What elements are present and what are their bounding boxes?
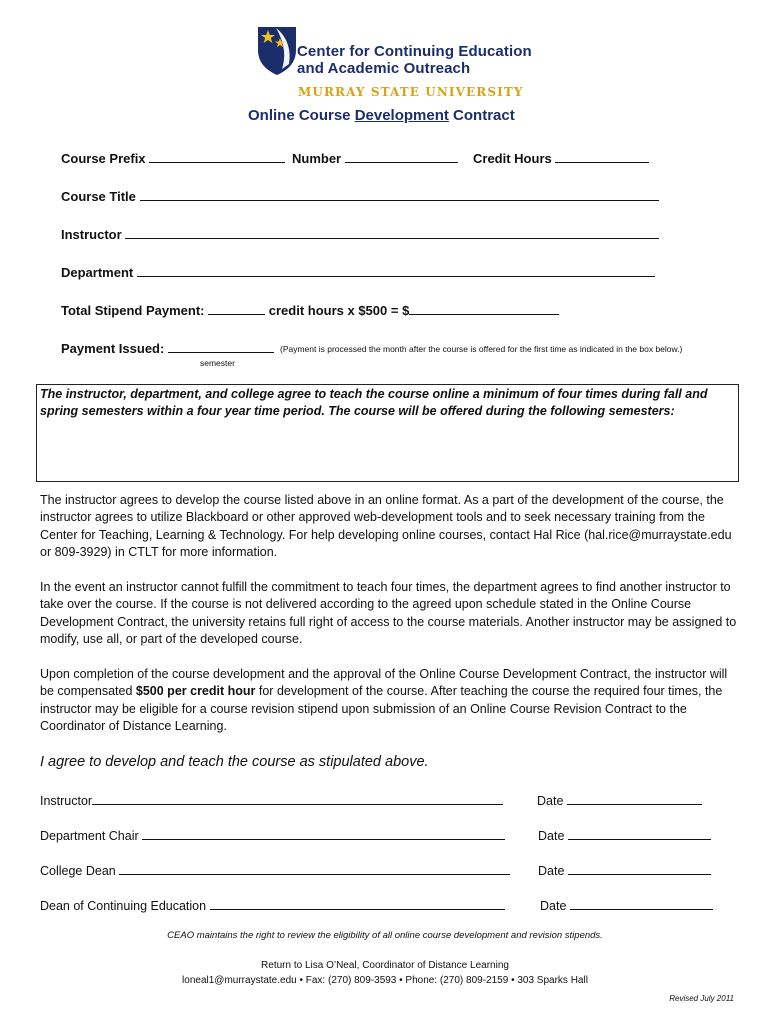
instructor-date-field[interactable] [537, 792, 702, 808]
dean-ce-line[interactable] [210, 897, 505, 910]
payment-issued-line[interactable] [168, 340, 274, 353]
title-part1: Online Course [248, 107, 355, 124]
instructor-label: Instructor [61, 227, 122, 242]
payment-issued-label: Payment Issued: [61, 341, 165, 356]
department-chair-date-label: Date [538, 829, 565, 843]
dean-ce-date-field[interactable] [540, 897, 713, 913]
college-dean-signature-field[interactable] [40, 862, 510, 878]
org-name-line2: and Academic Outreach [297, 60, 471, 77]
course-prefix-line[interactable] [149, 150, 285, 163]
instructor-signature-field[interactable] [40, 792, 503, 808]
college-dean-date-field[interactable] [538, 862, 711, 878]
compensation-amount: $500 per credit hour [135, 684, 256, 699]
course-title-line[interactable] [140, 188, 659, 201]
revised-date: Revised July 2011 [669, 994, 734, 1003]
title-part2: Development [354, 107, 449, 124]
dean-ce-date-label: Date [540, 899, 567, 913]
college-dean-date-line[interactable] [568, 862, 711, 875]
university-name: MURRAY STATE UNIVERSITY [298, 85, 524, 99]
return-to: Return to Lisa O’Neal, Coordinator of Distance Learning [261, 960, 509, 971]
agreement-statement: I agree to develop and teach the course as stipulated above. [40, 754, 429, 770]
ceao-logo-shield-icon [256, 24, 298, 81]
number-label: Number [292, 151, 342, 166]
dean-ce-date-line[interactable] [570, 897, 713, 910]
dean-ce-label: Dean of Continuing Education [40, 899, 207, 913]
instructor-field[interactable] [61, 226, 659, 242]
compensation-text-before: Upon completion of the course development and the approval of the Online Course Development Contract, the instructor will be compensated [40, 667, 728, 699]
department-chair-date-field[interactable] [538, 827, 711, 843]
title-part3: Contract [448, 107, 515, 124]
instructor-line[interactable] [125, 226, 659, 239]
course-title-field[interactable] [61, 188, 659, 204]
org-name-line1: Center for Continuing Education [297, 43, 532, 60]
dean-ce-signature-field[interactable] [40, 897, 505, 913]
semesters-box-text: The instructor, department, and college agree to teach the course online a minimum of four times during fall and spring semesters within a four year time period. The course will be offered during the following semesters: [40, 387, 708, 418]
compensation-text-after: for development of the course. After teaching the course the required four times, the instructor may be eligible for a course revision stipend upon submission of an Online Course Revision Contract to the Coordinator of Distance Learning. [40, 684, 723, 734]
department-label: Department [61, 265, 134, 280]
college-dean-label: College Dean [40, 864, 116, 878]
instructor-date-label: Date [537, 794, 564, 808]
course-prefix-field[interactable] [61, 150, 285, 166]
payment-note: (Payment is processed the month after the course is offered for the first time as indicated in the box below.) [280, 344, 683, 354]
department-chair-date-line[interactable] [568, 827, 711, 840]
department-chair-label: Department Chair [40, 829, 139, 843]
paragraph-commitment: In the event an instructor cannot fulfill the commitment to teach four times, the department agrees to find another instructor to take over the course. If the course is not delivered according to the agreed upon schedule stated in the Online Course Development Contract, the university retains full right of access to the course materials. Another instructor may be assigned to modify, use all, or part of the developed course. [40, 580, 737, 647]
paragraph-compensation [40, 666, 740, 736]
contact-info: loneal1@murraystate.edu • Fax: (270) 809-3593 • Phone: (270) 809-2159 • 303 Sparks Hall [182, 975, 588, 986]
credit-hours-rate-label: credit hours x $500 = $ [268, 303, 410, 318]
department-field[interactable] [61, 264, 655, 280]
instructor-signature-label: Instructor [40, 794, 93, 808]
credit-hours-field[interactable] [473, 150, 649, 166]
instructor-signature-line[interactable] [92, 792, 503, 805]
eligibility-note: CEAO maintains the right to review the eligibility of all online course development and revision stipends. [167, 930, 603, 941]
payment-issued-field[interactable] [61, 340, 274, 356]
college-dean-line[interactable] [119, 862, 510, 875]
department-chair-line[interactable] [142, 827, 505, 840]
total-stipend-label: Total Stipend Payment: [61, 303, 205, 318]
course-prefix-label: Course Prefix [61, 151, 146, 166]
page-title [248, 107, 515, 124]
credit-hours-line[interactable] [555, 150, 649, 163]
department-chair-signature-field[interactable] [40, 827, 505, 843]
instructor-date-line[interactable] [567, 792, 702, 805]
number-line[interactable] [345, 150, 458, 163]
semester-caption: semester [200, 358, 235, 368]
course-title-label: Course Title [61, 189, 136, 204]
department-line[interactable] [137, 264, 655, 277]
stipend-credit-hours-line[interactable] [208, 302, 265, 315]
credit-hours-label: Credit Hours [473, 151, 552, 166]
number-field[interactable] [292, 150, 458, 166]
stipend-row [61, 302, 559, 318]
college-dean-date-label: Date [538, 864, 565, 878]
stipend-amount-line[interactable] [409, 302, 559, 315]
paragraph-development: The instructor agrees to develop the course listed above in an online format. As a part of the development of the course, the instructor agrees to utilize Blackboard or other approved web-development tools and to seek necessary training from the Center for Teaching, Learning & Technology. For help developing online courses, contact Hal Rice (hal.rice@murraystate.edu or 809-3929) in CTLT for more information. [40, 493, 732, 560]
